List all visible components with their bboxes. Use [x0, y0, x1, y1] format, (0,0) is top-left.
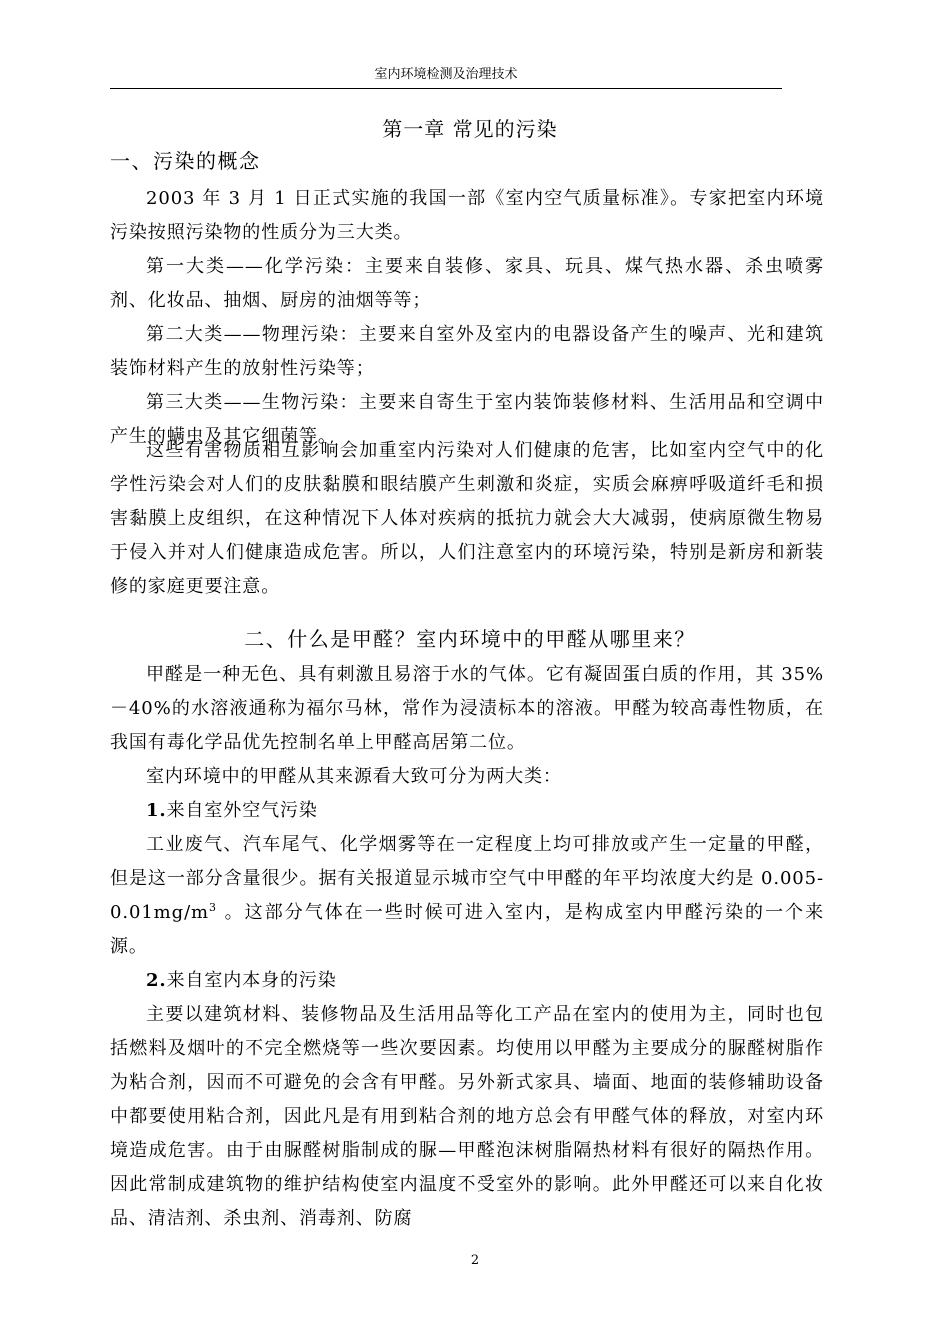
section-heading-2: 二、什么是甲醛？室内环境中的甲醛从哪里来？ — [244, 627, 696, 651]
paragraph: 甲醛是一种无色、具有刺激且易溶于水的气体。它有凝固蛋白质的作用，其 35%－40%的水溶液通称为福尔马林，常作为浸渍标本的溶液。甲醛为较高毒性物质，在我国有毒化学品优先控制名单上甲醛高居第二位。 — [110, 664, 824, 753]
paragraph: 第一大类——化学污染：主要来自装修、家具、玩具、煤气热水器、杀虫喷雾剂、化妆品、抽烟、厨房的油烟等等； — [110, 256, 824, 311]
paragraph-text: 工业废气、汽车尾气、化学烟雾等在一定程度上均可排放或产生一定量的甲醛，但是这一部分含量很少。据有关报道显示城市空气中甲醛的年平均浓度大约是 0.005-0.01mg/m — [110, 834, 824, 923]
subsection-heading-2 — [110, 964, 824, 998]
unit-exponent: 3 — [209, 901, 217, 914]
header-rule — [110, 88, 782, 89]
paragraph-text: 。这部分气体在一些时候可进入室内，是构成室内甲醛污染的一个来源。 — [110, 902, 824, 957]
section-heading-1: 一、污染的概念 — [110, 149, 261, 173]
paragraph: 第二大类——物理污染：主要来自室外及室内的电器设备产生的噪声、光和建筑装饰材料产生的放射性污染等； — [110, 324, 824, 379]
subsection-number: 1. — [146, 800, 167, 821]
paragraph: 这些有害物质相互影响会加重室内污染对人们健康的危害，比如室内空气中的化学性污染会对人们的皮肤黏膜和眼结膜产生刺激和炎症，实质会麻痹呼吸道纤毛和损害黏膜上皮组织，在这种情况下人体对疾病的抵抗力就会大大减弱，使病原微生物易于侵入并对人们健康造成危害。所以，人们注意室内的环境污染，特别是新房和新装修的家庭更要注意。 — [110, 440, 824, 597]
paragraph: 主要以建筑材料、装修物品及生活用品等化工产品在室内的使用为主，同时也包括燃料及烟叶的不完全燃烧等一些次要因素。均使用以甲醛为主要成分的脲醛树脂作为粘合剂，因而不可避免的会含有甲醛。另外新式家具、墙面、地面的装修辅助设备中都要使用粘合剂，因此凡是有用到粘合剂的地方总会有甲醛气体的释放，对室内环境造成危害。由于由脲醛树脂制成的脲—甲醛泡沫树脂隔热材料有很好的隔热作用。因此常制成建筑物的维护结构使室内温度不受室外的影响。此外甲醛还可以来自化妆品、清洁剂、杀虫剂、消毒剂、防腐 — [110, 1004, 824, 1229]
paragraph: 2003 年 3 月 1 日正式实施的我国一部《室内空气质量标准》。专家把室内环境污染按照污染物的性质分为三大类。 — [110, 188, 824, 243]
page-number: 2 — [470, 1253, 480, 1268]
chapter-title: 第一章 常见的污染 — [382, 117, 558, 141]
running-header: 室内环境检测及治理技术 — [374, 67, 518, 82]
subsection-title: 来自室外空气污染 — [166, 800, 318, 821]
paragraph: 室内环境中的甲醛从其来源看大致可分为两大类： — [146, 766, 562, 787]
subsection-heading-1 — [110, 794, 824, 828]
paragraph: 第三大类——生物污染：主要来自寄生于室内装饰装修材料、生活用品和空调中产生的螨虫及其它细菌等。 — [110, 392, 824, 447]
paragraph — [110, 828, 824, 964]
subsection-number: 2. — [146, 970, 167, 991]
subsection-title: 来自室内本身的污染 — [166, 970, 337, 991]
